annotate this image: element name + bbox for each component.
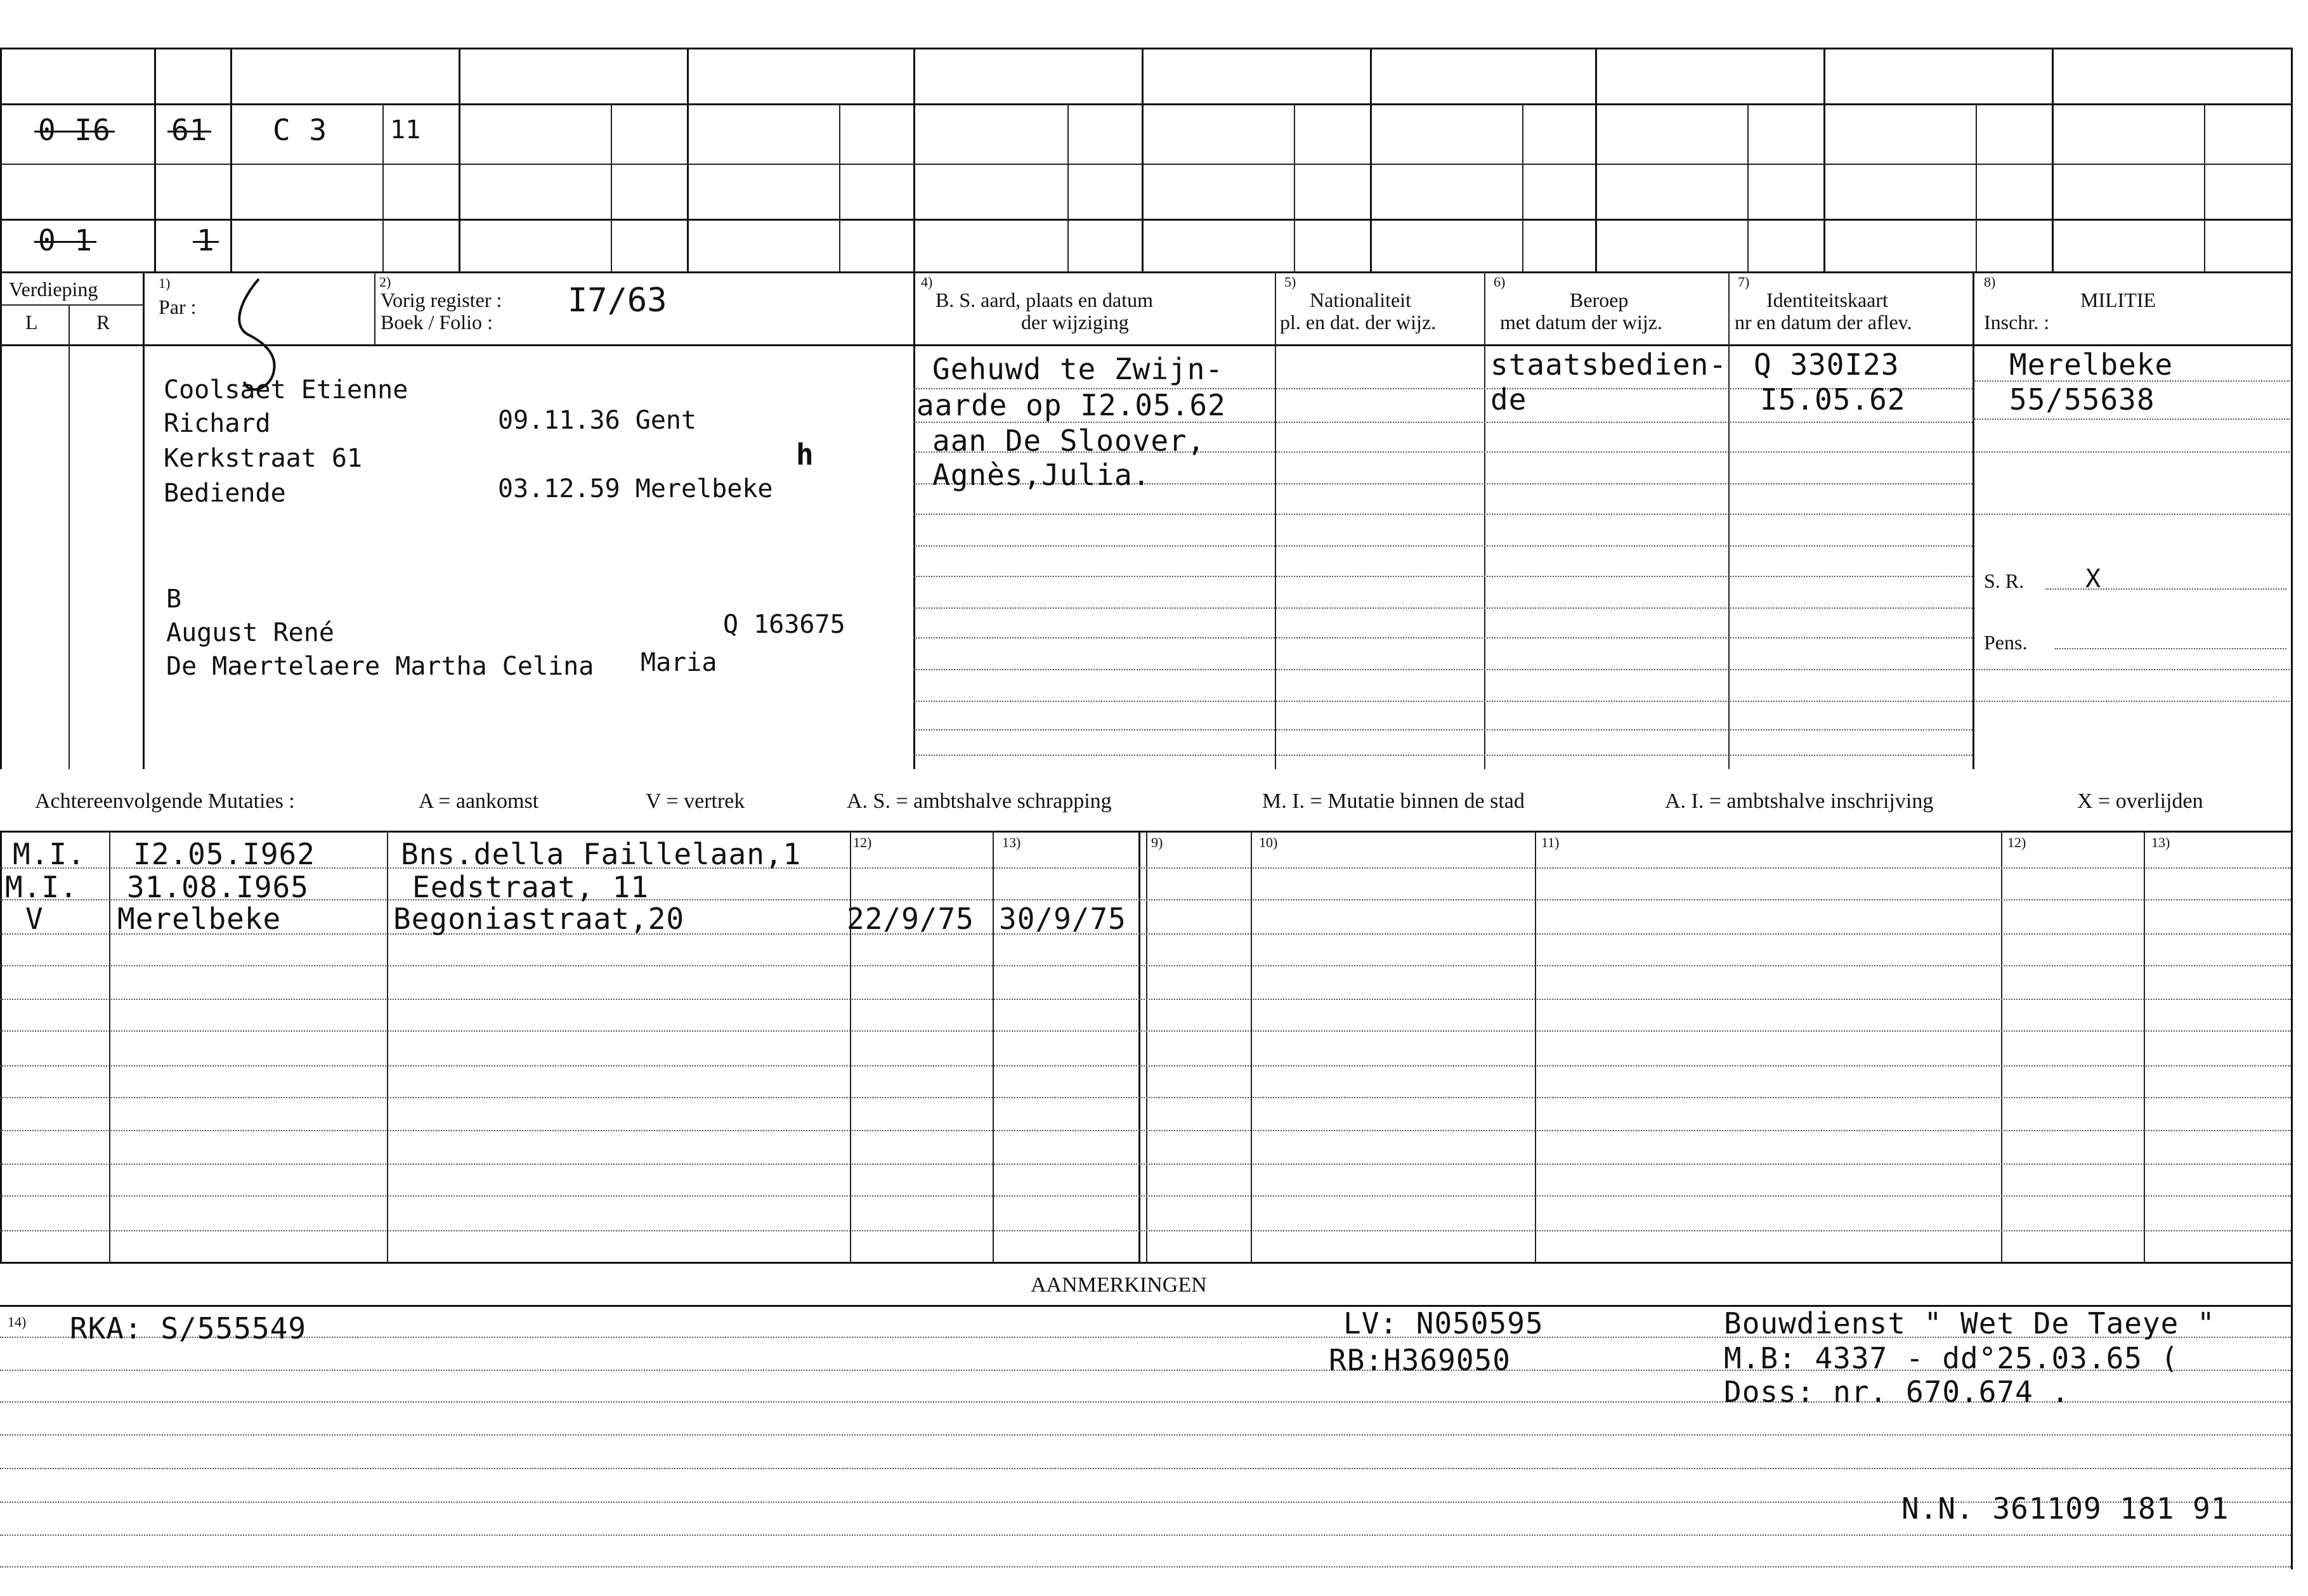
mut-header-12-right: 12) — [2007, 834, 2026, 850]
header-verdieping: Verdieping — [9, 278, 98, 301]
header-par: Par : — [159, 295, 197, 318]
aanmerkingen-title: AANMERKINGEN — [1031, 1273, 1207, 1297]
top-cell-r1c1: 0 I6 — [38, 113, 111, 147]
top-cell-r2c2: 1 — [197, 223, 215, 257]
top-cell-r2c1: 0 1 — [38, 223, 93, 257]
header-number-8: 8) — [1984, 274, 1996, 290]
header-bs-line2: der wijziging — [1021, 311, 1129, 334]
sr-value: X — [2085, 564, 2101, 594]
mut-header-13-right: 13) — [2151, 834, 2170, 850]
mutation-row-1-address: Bns.della Faillelaan,1 — [401, 837, 802, 871]
header-r: R — [96, 311, 110, 334]
legend-x: X = overlijden — [2077, 789, 2203, 813]
person-mother-extra: Maria — [641, 648, 717, 677]
person-mother: De Maertelaere Martha Celina — [166, 652, 594, 681]
label-pens: Pens. — [1984, 631, 2028, 654]
person-mark: h — [796, 438, 814, 472]
remark-bouwdienst-3: Doss: nr. 670.674 . — [1724, 1375, 2070, 1409]
mutation-row-2-date: 31.08.I965 — [127, 870, 309, 904]
person-b: B — [166, 585, 182, 614]
mutation-row-3-type: V — [25, 902, 44, 936]
label-sr: S. R. — [1984, 569, 2024, 592]
legend-a: A = aankomst — [419, 789, 539, 813]
person-id-q: Q 163675 — [723, 610, 845, 639]
header-number-7: 7) — [1738, 274, 1750, 290]
person-name-line1: Coolsaet Etienne — [164, 375, 408, 405]
mutation-row-3-address: Begoniastraat,20 — [393, 902, 685, 936]
mut-header-9-right: 9) — [1151, 834, 1163, 850]
aanmerkingen-number-14: 14) — [8, 1314, 27, 1330]
remark-bouwdienst-2: M.B: 4337 - dd°25.03.65 ( — [1724, 1341, 2179, 1375]
mut-header-13-left: 13) — [1002, 834, 1021, 850]
header-nationaliteit: Nationaliteit — [1310, 289, 1411, 311]
header-number-5: 5) — [1284, 274, 1296, 290]
mut-header-11-right: 11) — [1541, 834, 1560, 850]
mut-header-10-right: 10) — [1259, 834, 1278, 850]
header-vorig-register: Vorig register : — [381, 289, 502, 311]
legend-title: Achtereenvolgende Mutaties : — [35, 789, 295, 813]
header-nationaliteit-sub: pl. en dat. der wijz. — [1280, 311, 1437, 334]
id-text-2: I5.05.62 — [1760, 382, 1906, 417]
vorig-register-value: I7/63 — [568, 282, 667, 320]
mutation-row-3-col12: 22/9/75 — [847, 902, 974, 936]
remark-lv: LV: N050595 — [1343, 1306, 1544, 1340]
bs-text-3: aan De Sloover, — [932, 424, 1206, 458]
legend-ai: A. I. = ambtshalve inschrijving — [1665, 789, 1934, 813]
top-cell-r1c3: C 3 — [273, 113, 328, 147]
militie-text-1: Merelbeke — [2009, 347, 2174, 382]
mut-header-12-left: 12) — [853, 834, 872, 850]
id-text-1: Q 330I23 — [1754, 347, 1900, 382]
beroep-text-1: staatsbedien- — [1490, 347, 1728, 382]
header-bs-line1: B. S. aard, plaats en datum — [936, 289, 1154, 311]
mutation-row-1-type: M.I. — [13, 837, 86, 871]
header-number-1: 1) — [159, 275, 171, 291]
remark-bouwdienst-1: Bouwdienst " Wet De Taeye " — [1724, 1306, 2215, 1340]
person-father: August René — [166, 618, 334, 647]
person-arrival: 03.12.59 Merelbeke — [498, 474, 773, 503]
remark-rka: RKA: S/555549 — [70, 1311, 307, 1346]
header-boek-folio: Boek / Folio : — [381, 311, 493, 334]
legend-as: A. S. = ambtshalve schrapping — [847, 789, 1112, 813]
bs-text-2: aarde op I2.05.62 — [916, 388, 1226, 422]
header-l: L — [25, 311, 38, 334]
header-beroep-sub: met datum der wijz. — [1500, 311, 1662, 334]
mutation-row-3-col13: 30/9/75 — [999, 902, 1126, 936]
militie-text-2: 55/55638 — [2009, 382, 2155, 417]
header-militie: MILITIE — [2080, 289, 2156, 311]
header-number-2: 2) — [379, 274, 391, 290]
legend-v: V = vertrek — [646, 789, 745, 813]
remark-nn: N.N. 361109 181 91 — [1901, 1491, 2229, 1526]
header-identiteitskaart-sub: nr en datum der aflev. — [1735, 311, 1912, 334]
bs-text-1: Gehuwd te Zwijn- — [932, 352, 1224, 386]
person-address: Kerkstraat 61 — [164, 444, 363, 473]
header-inschr: Inschr. : — [1984, 311, 2050, 334]
bs-text-4: Agnès,Julia. — [932, 458, 1151, 492]
mutation-row-1-date: I2.05.I962 — [133, 837, 315, 871]
top-cell-r1c2: 61 — [171, 113, 208, 147]
header-number-6: 6) — [1494, 274, 1506, 290]
person-birth: 09.11.36 Gent — [498, 406, 697, 435]
top-cell-r1c4: 11 — [390, 115, 421, 145]
person-occupation: Bediende — [164, 479, 286, 508]
mutation-row-2-address: Eedstraat, 11 — [412, 870, 649, 904]
header-number-4: 4) — [921, 274, 933, 290]
legend-mi: M. I. = Mutatie binnen de stad — [1262, 789, 1525, 813]
header-identiteitskaart: Identiteitskaart — [1766, 289, 1888, 311]
remark-rb: RB:H369050 — [1329, 1343, 1511, 1377]
person-name-line2: Richard — [164, 409, 271, 438]
beroep-text-2: de — [1490, 382, 1527, 417]
mutation-row-3-date: Merelbeke — [117, 902, 282, 936]
header-beroep: Beroep — [1570, 289, 1629, 311]
mutation-row-2-type: M.I. — [5, 870, 78, 904]
